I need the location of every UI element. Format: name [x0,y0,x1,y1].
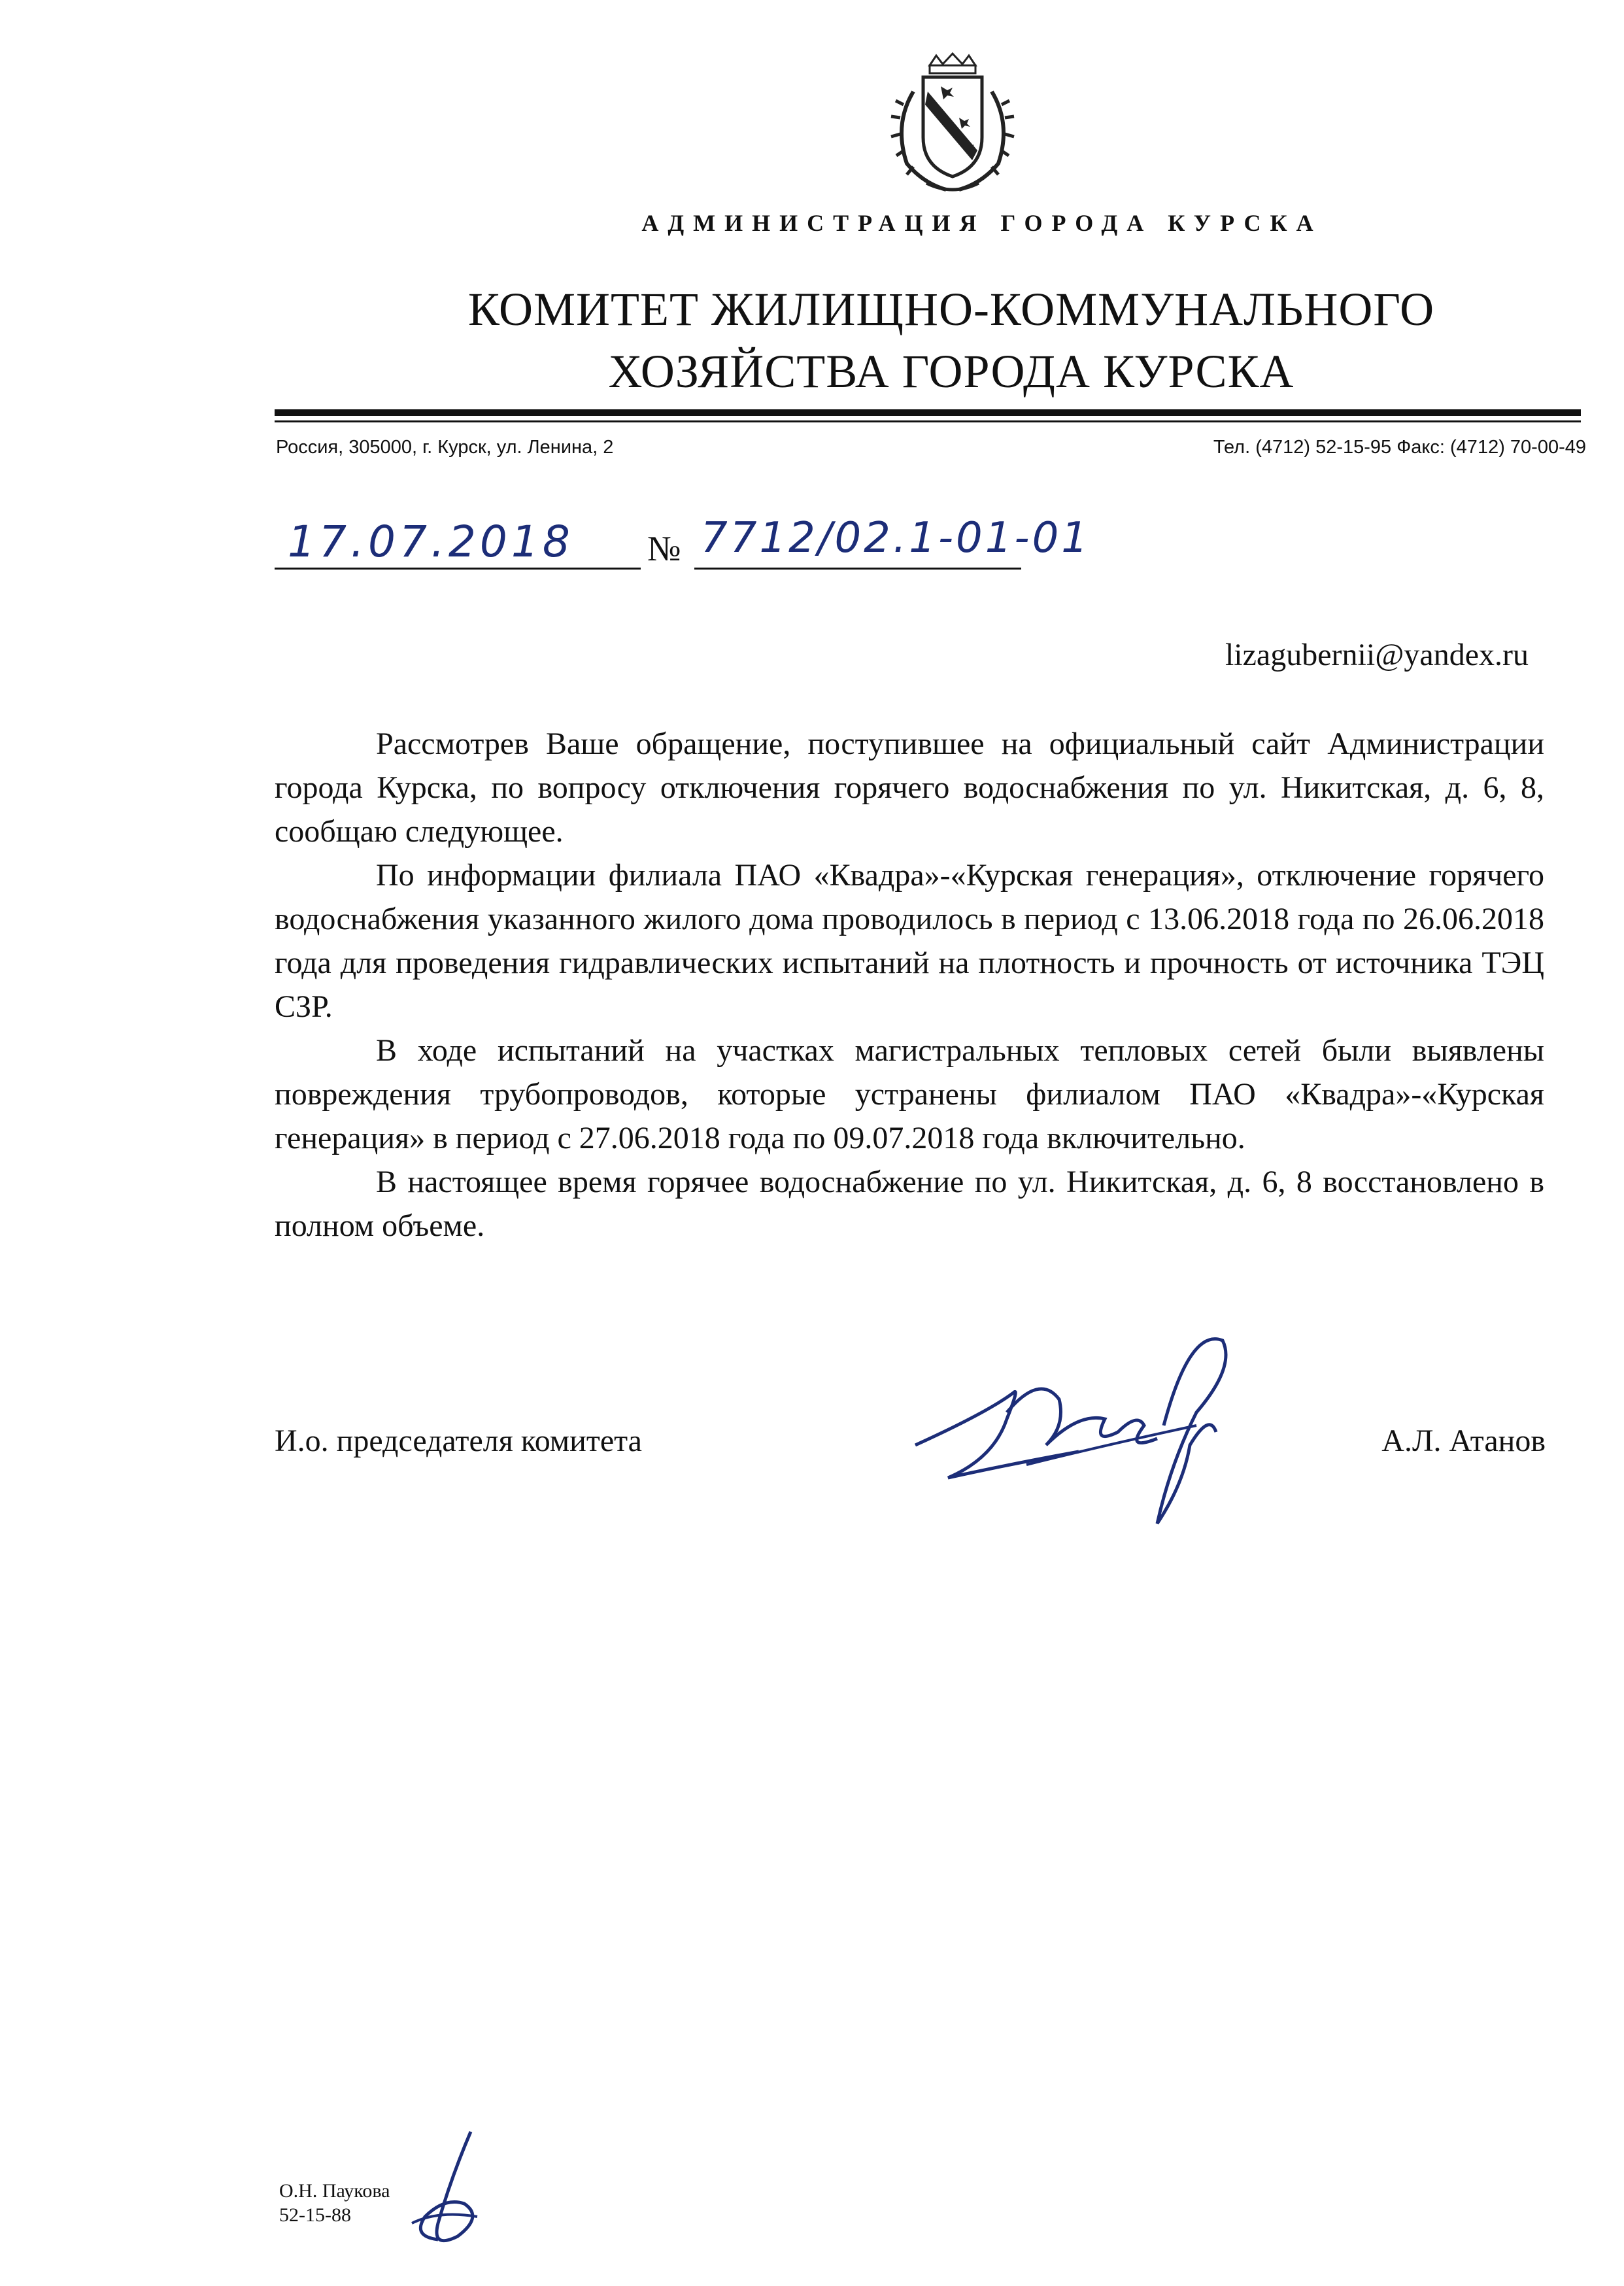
phone-fax: Тел. (4712) 52-15-95 Факс: (4712) 70-00-49 [1213,437,1586,458]
letterhead-rule-thick [275,409,1581,416]
body-paragraph-4: В настоящее время горячее водоснабжение по ул. Никитская, д. 6, 8 восстановлено в полном объеме. [275,1165,1544,1243]
committee-name-line-1: КОМИТЕТ ЖИЛИЩНО-КОММУНАЛЬНОГО [467,283,1435,335]
executor-phone: 52-15-88 [279,2204,351,2226]
administration-heading: АДМИНИСТРАЦИЯ ГОРОДА КУРСКА [641,210,1323,236]
postal-address: Россия, 305000, г. Курск, ул. Ленина, 2 [276,437,614,458]
body-paragraph-1: Рассмотрев Ваше обращение, поступившее на официальный сайт Администрации города Курска, по вопросу отключения горячего водоснабжения по ул. Никитская, д. 6, 8, сообщаю следующее. [275,726,1544,849]
committee-name-line-2: ХОЗЯЙСТВА ГОРОДА КУРСКА [608,345,1294,398]
number-sign: № [647,529,681,568]
signer-name: А.Л. Атанов [1381,1424,1546,1458]
body-paragraph-2: По информации филиала ПАО «Квадра»-«Курская генерация», отключение горячего водоснабжения указанного жилого дома проводилось в период с 13.06.2018 года по 26.06.2018 года для проведения гидравлических испытаний на плотность и прочность от источника ТЭЦ СЗР. [275,858,1544,1024]
executor-name: О.Н. Паукова [279,2180,390,2202]
recipient-email: lizagubernii@yandex.ru [1225,638,1529,672]
coat-of-arms-emblem [868,52,1038,203]
number-underline [694,568,1021,570]
date-underline [275,568,641,570]
letterhead-rule-thin [275,420,1581,422]
handwritten-date: 17.07.2018 [288,517,574,567]
executor-initials-signature [399,2125,503,2256]
signer-position: И.о. председателя комитета [275,1424,642,1458]
handwritten-registration-number: 7712/02.1-01-01 [701,514,1091,562]
body-paragraph-3: В ходе испытаний на участках магистральных тепловых сетей были выявлены повреждения трубопроводов, которые устранены филиалом ПАО «Квадра»-«Курская генерация» в период с 27.06.2018 года по 09.07.2018 года включительно. [275,1033,1544,1155]
handwritten-signature [909,1314,1249,1537]
letter-body [275,722,1544,1248]
